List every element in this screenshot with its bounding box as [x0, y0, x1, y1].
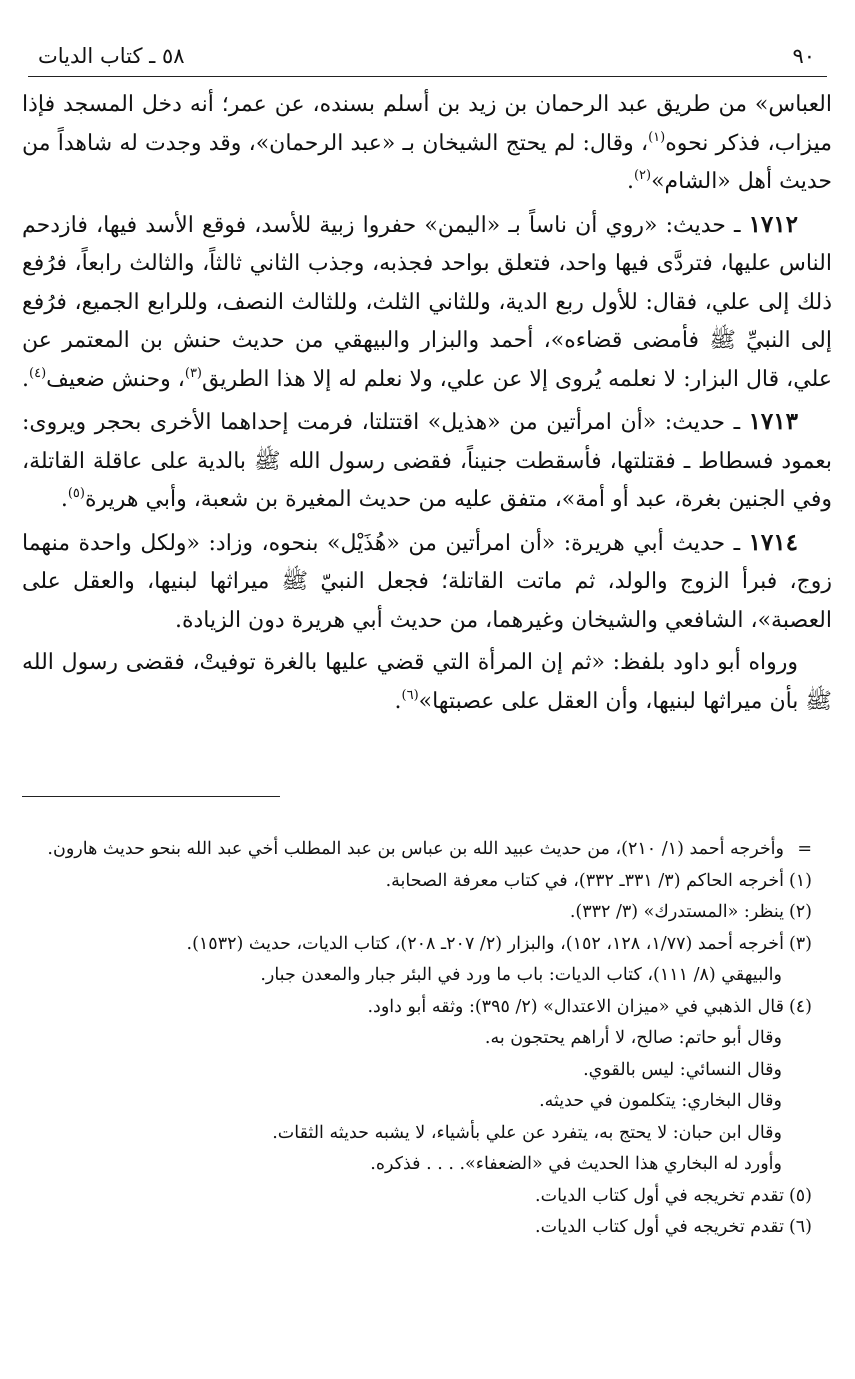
- hadith-number: ١٧١٤: [748, 528, 798, 556]
- footnote-continuation: [28, 834, 812, 866]
- footnote-5: [28, 1181, 812, 1213]
- footnote-ref[interactable]: (٦): [401, 687, 419, 703]
- text-run: ـ حديث: «أن امرأتين من «هذيل» اقتتلتا، فرمت إحداهما الأخرى بحجر ويروى: بعمود فسطاط ـ فقتلتها، فأسقطت جنيناً، فقضى رسول الله ﷺ بالدية على عاقلة القاتلة، وفي الجنين بغرة، عبد أو أمة»، متفق عليه من حديث المغيرة بن شعبة، وأبي هريرة: [22, 410, 832, 512]
- footnote-4-line: وقال أبو حاتم: صالح، لا أراهم يحتجون به.: [484, 1028, 782, 1048]
- footnote-ref[interactable]: (٣): [184, 365, 202, 381]
- footnote-number: (٣): [788, 933, 812, 954]
- text-run: .: [60, 487, 68, 512]
- footnotes: [28, 834, 812, 1244]
- continuation-marker: =: [797, 839, 812, 859]
- hadith-1713: [22, 403, 832, 520]
- footnote-4-line: وقال النسائي: ليس بالقوي.: [583, 1059, 782, 1080]
- footnote-6: [28, 1212, 812, 1244]
- footnote-4: [28, 992, 812, 1024]
- text-run: ورواه أبو داود بلفظ: «ثم إن المرأة التي قضي عليها بالغرة توفيتْ، فقضى رسول الله ﷺ بأن ميراثها لبنيها، وأن العقل على عصبتها»: [22, 650, 832, 714]
- footnote-4-line: وقال ابن حبان: لا يحتج به، يتفرد عن علي بأشياء، لا يشبه حديثه الثقات.: [272, 1122, 782, 1143]
- text-run: ، وقال: لم يحتج الشيخان بـ «عبد الرحمان»، وقد وجدت له شاهداً من حديث أهل «الشام»: [22, 130, 832, 194]
- footnote-number: (٢): [788, 902, 812, 922]
- abu-dawud-paragraph: [22, 644, 832, 721]
- header-rule: [28, 76, 827, 77]
- footnote-text: تقدم تخريجه في أول كتاب الديات.: [535, 1185, 784, 1206]
- footnote-separator: [22, 796, 280, 797]
- hadith-1714: [22, 524, 832, 641]
- text-run: العباس» من طريق عبد الرحمان بن زيد بن أسلم بسنده، عن عمر؛ أنه دخل المسجد فإذا ميزاب، فذكر نحوه: [22, 92, 832, 156]
- footnote-number: (٦): [788, 1217, 812, 1237]
- footnote-text: أخرجه أحمد (١/٧٧، ١٢٨، ١٥٢)، والبزار (٢/ ٢٠٧ـ ٢٠٨)، كتاب الديات، حديث (١٥٣٢).: [186, 933, 784, 954]
- text-run: .: [626, 169, 634, 194]
- footnote-ref[interactable]: (٤): [29, 365, 47, 381]
- footnote-4-line: وقال البخاري: يتكلمون في حديثه.: [539, 1091, 782, 1111]
- footnote-3-continued: والبيهقي (٨/ ١١١)، كتاب الديات: باب ما ورد في البئر جبار والمعدن جبار.: [260, 965, 782, 985]
- footnote-text: وأخرجه أحمد (١/ ٢١٠)، من حديث عبيد الله بن عباس بن عبد المطلب أخي عبد الله بنحو حديث هارون.: [47, 839, 784, 859]
- hadith-number: ١٧١٣: [748, 408, 798, 435]
- text-run: ـ حديث: «روي أن ناساً بـ «اليمن» حفروا زبية للأسد، فوقع الأسد فيها، فازدحم الناس عليها، فتردَّى فيها واحد، فتعلق بواحد فجذبه، وجذب الثاني ثالثاً، والثالث رابعاً، فرُفع ذلك إلى علي، فقال: للأول ربع الدية، وللثاني الثلث، وللثالث النصف، وللرابع الجميع، فرُفع إلى النبيِّ ﷺ فأمضى قضاءه»، أحمد والبزار والبيهقي من حديث حنش بن المعتمر عن علي، قال البزار: لا نعلمه يُروى إلا عن علي، ولا نعلم له إلا هذا الطريق: [22, 212, 832, 392]
- footnote-text: تقدم تخريجه في أول كتاب الديات.: [535, 1217, 784, 1237]
- footnote-number: (٤): [788, 996, 812, 1017]
- footnote-ref[interactable]: (١): [648, 129, 666, 145]
- footnote-2: [28, 897, 812, 929]
- footnote-3: [28, 929, 812, 961]
- text-run: .: [394, 688, 402, 714]
- running-title: ٥٨ ـ كتاب الديات: [38, 44, 185, 68]
- paragraph-continuation: [22, 86, 832, 202]
- footnote-ref[interactable]: (٢): [633, 168, 652, 183]
- page-number: ٩٠: [792, 44, 815, 68]
- footnote-number: (١): [788, 870, 812, 891]
- hadith-number: ١٧١٢: [748, 210, 798, 238]
- text-run: .: [22, 366, 30, 392]
- footnote-1: [28, 866, 812, 898]
- text-run: ـ حديث أبي هريرة: «أن امرأتين من «هُذَيْل» بنحوه، وزاد: «ولكل واحدة منهما زوج، فبرأ الزوج والولد، ثم ماتت القاتلة؛ فجعل النبيّ ﷺ ميراثها لبنيها، والعقل على العصبة»، الشافعي والشيخان وغيرهما، من حديث أبي هريرة دون الزيادة.: [22, 530, 832, 633]
- footnote-text: قال الذهبي في «ميزان الاعتدال» (٢/ ٣٩٥): وثقه أبو داود.: [367, 996, 784, 1017]
- text-run: ، وحنش ضعيف: [46, 366, 185, 392]
- footnote-text: ينظر: «المستدرك» (٣/ ٣٣٢).: [569, 902, 784, 922]
- footnote-4-line: وأورد له البخاري هذا الحديث في «الضعفاء». . . . فذكره.: [370, 1154, 782, 1174]
- footnote-number: (٥): [788, 1185, 812, 1206]
- page-header: [34, 38, 821, 74]
- footnote-text: أخرجه الحاكم (٣/ ٣٣١ـ ٣٣٢)، في كتاب معرفة الصحابة.: [385, 870, 784, 891]
- hadith-1712: [22, 206, 832, 400]
- main-text: [22, 86, 832, 725]
- footnote-ref[interactable]: (٥): [67, 486, 85, 501]
